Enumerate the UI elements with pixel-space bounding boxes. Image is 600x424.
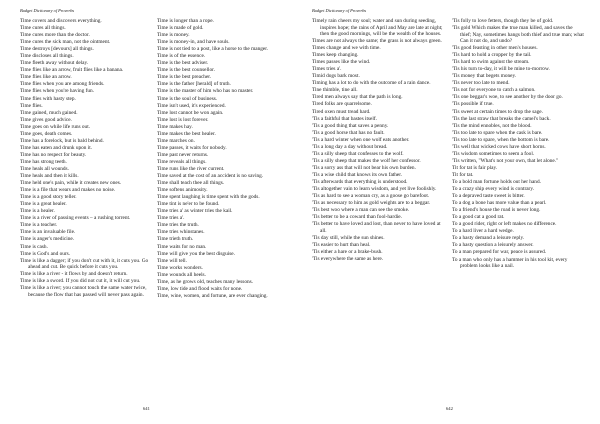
proverb-entry: Time past never returns.: [157, 151, 209, 158]
proverb-entry: Time fleeth away without delay.: [20, 60, 89, 67]
proverb-entry: 'Tis a good horse that has no fault.: [312, 129, 385, 136]
proverb-entry: 'Tis as hard to see a woman cry, as a goose go barefoot.: [312, 193, 430, 200]
proverb-entry: To a man prepared for war, peace is assured.: [452, 249, 547, 256]
proverb-entry: To a good cat a good rat.: [452, 214, 505, 221]
proverb-entry: 'Tis possible if true.: [452, 101, 494, 108]
proverb-entry: 'Tis hard to swim against the stream.: [452, 59, 530, 66]
proverb-entry: Time, low tide and flood waits for none.: [157, 285, 243, 292]
proverb-entry: Timid dogs bark most.: [312, 73, 360, 80]
proverb-entry: 'Tis either a hare or a brake-bush.: [312, 248, 383, 255]
proverb-entry: 'Tis easier to hurt than heal.: [312, 241, 371, 248]
proverb-entry: 'Tis a good thing that saves a penny.: [312, 122, 389, 129]
proverb-entry: Time is the father [herald] of truth.: [157, 81, 231, 88]
proverb-entry: Time cures more than the doctor.: [20, 32, 90, 39]
running-header: Budget Dictionary of Proverbs: [312, 8, 367, 13]
proverb-entry: 'Tis day still, while the sun shines.: [312, 234, 385, 241]
proverb-entry: Time is an invaluable file.: [20, 229, 76, 236]
proverb-entry: Times are not always the same; the grass is not always green.: [312, 38, 442, 45]
proverb-entry: 'Tis sweet at certain times to drop the sage.: [452, 108, 543, 115]
proverb-entry: 'Tis written, "What's not your own, that let alone.": [452, 157, 559, 164]
proverb-entry: Time will tell.: [157, 257, 187, 264]
proverb-entry: Time makes hay.: [157, 123, 193, 130]
proverb-entry: To a hasty question a leisurely answer.: [452, 242, 534, 249]
proverb-entry: 'Tis money that begets money.: [452, 73, 517, 80]
proverb-entry: 'Tis too late to spare, when the bottom is bare.: [452, 136, 550, 143]
proverb-entry: Times change and we with time.: [312, 45, 381, 52]
proverb-entry: 'Tis his turn to-day, it will be mine to-morrow.: [452, 66, 550, 73]
proverb-entry: Times tries a'.: [312, 66, 342, 73]
page-number: 642: [446, 406, 453, 411]
proverb-entry: To a friend's house the road is never long.: [452, 207, 541, 214]
proverb-entry: 'Tis a long day a day without bread.: [312, 143, 388, 150]
proverb-entry: Time lost is lost forever.: [157, 116, 209, 123]
proverb-entry: Time is a great healer.: [20, 201, 67, 208]
proverb-entry: 'Tis never too late to mend.: [452, 80, 510, 87]
proverb-entry: Time saved at the cost of an accident is no saving.: [157, 173, 264, 180]
proverb-entry: Time is not tied to a post, like a horse to the manger.: [157, 46, 269, 53]
entry-columns: [312, 18, 584, 270]
proverb-entry: Time is cash.: [20, 243, 48, 250]
proverb-entry: Time is the best preacher.: [157, 74, 212, 81]
proverb-entry: Time is made of gold.: [157, 25, 204, 32]
proverb-entry: 'Tis afterwards that everything is understood.: [312, 178, 408, 185]
proverb-entry: Time tries whinstanes.: [157, 229, 205, 236]
proverb-entry: Time is a file that wears and makes no noise.: [20, 187, 116, 194]
proverb-entry: Time is money.: [157, 32, 190, 39]
proverb-entry: To a hard liver a hard wedge.: [452, 228, 514, 235]
proverb-entry: 'Tis better to have loved and lost, than never to have loved at all.: [312, 221, 441, 234]
proverb-entry: Timing has a lot to do with the outcome of a rain dance.: [312, 80, 431, 87]
proverb-entry: Time goes on while life runs out.: [20, 123, 90, 130]
proverb-entry: Time is a teacher.: [20, 222, 58, 229]
proverb-entry: Time lost cannot be won again.: [157, 109, 224, 116]
proverb-entry: To a good rider, right or left makes no difference.: [452, 221, 557, 228]
proverb-entry: To a crazy ship every wind is contrary.: [452, 186, 534, 193]
proverb-entry: Time is anger's medicine.: [20, 236, 75, 243]
proverb-entry: Time is of the essence.: [157, 53, 206, 60]
proverb-entry: Time is the best counsellor.: [157, 67, 215, 74]
page-number: 641: [143, 406, 150, 411]
proverb-entry: 'Tis not for everyone to catch a salmon.: [452, 87, 536, 94]
proverb-entry: 'Tis everywhere the same as here.: [312, 255, 384, 262]
proverb-entry: 'Tis as necessary to him as gold weights are to a beggar.: [312, 200, 431, 207]
proverb-entry: Time flies like an arrow.: [20, 74, 72, 81]
proverb-entry: Time is God's and ours.: [20, 250, 71, 257]
proverb-entry: 'Tis a hard winter when one wolf eats another.: [312, 136, 410, 143]
proverb-entry: 'Tis best woo where a man can see the smoke.: [312, 207, 410, 214]
proverb-entry: 'Tis the last straw that breaks the camel's back.: [452, 115, 551, 122]
proverb-entry: Time is like a dagger; if you don't cut with it, it cuts you. Go ahead and cut. Be quick before it cuts you.: [20, 257, 149, 271]
proverb-entry: 'Tis the mind ennobles, not the blood.: [452, 122, 532, 129]
proverb-entry: Tired men always say that the path is long.: [312, 94, 403, 101]
proverb-entry: Time, as he grows old, teaches many lessons.: [157, 278, 254, 285]
proverb-entry: Time is a good story teller.: [20, 194, 77, 201]
proverb-entry: Tired oxen must tread hard.: [312, 108, 371, 115]
proverb-entry: Time is longer than a rope.: [157, 18, 214, 24]
proverb-entry: Time wounds all heels.: [157, 271, 206, 278]
proverb-entry: Time is a river of passing events – a rushing torrent.: [20, 215, 131, 222]
proverb-entry: 'Tis a wise child that knows its own father.: [312, 171, 403, 178]
proverb-entry: Time, wine, women, and fortune, are ever changing.: [157, 292, 268, 299]
proverb-entry: Time flies with hasty step.: [20, 95, 76, 102]
proverb-entry: Time destroys [devours] all things.: [20, 46, 94, 53]
proverb-entry: Time flies.: [20, 102, 43, 109]
proverb-entry: Timely rain cheers my soul; water and sun during seeding, inspires hope; the rains of April and May are late at night; then the good mornings, will be the wealth of the houses.: [312, 18, 443, 37]
proverb-entry: To a man who only has a hammer in his tool kit, every problem looks like a nail.: [452, 256, 568, 269]
proverb-entry: 'Tis a silly sheep that makes the wolf her confessor.: [312, 157, 421, 164]
proverb-entry: Time is like a river; you cannot touch the same water twice, because the flow that has passed will never pass again.: [20, 285, 147, 298]
proverb-entry: Time flies when you are among friends.: [20, 81, 105, 88]
proverb-entry: Time discloses all things.: [20, 53, 74, 60]
proverb-entry: Tired folks are quarrelsome.: [312, 101, 372, 108]
proverb-entry: Time spent laughing is time spent with the gods.: [157, 194, 260, 201]
proverb-entry: Time tint is ne'er to be found.: [157, 201, 220, 208]
proverb-entry: Times keep changing.: [312, 52, 359, 59]
proverb-entry: Tit for tat.: [452, 171, 474, 178]
left-page-column-2: [157, 18, 286, 300]
proverb-entry: To a dog a bone has more value than a pearl.: [452, 200, 547, 207]
proverb-entry: Time tries a' as winter tries the kail.: [157, 208, 233, 215]
proverb-entry: Time is the master of him who has no master.: [157, 88, 254, 95]
proverb-entry: Time covers and discovers everything.: [20, 18, 102, 24]
proverb-entry: Time is the best adviser.: [157, 60, 209, 67]
proverb-entry: Time gives good advice.: [20, 116, 72, 123]
proverb-entry: 'Tis gold Which makes the true man killed, and saves the thief; Nay, sometimes hangs both thief and true man; what Can it not do, and undo?: [452, 25, 584, 45]
proverb-entry: Time flies like an arrow, fruit flies like a banana.: [20, 67, 124, 74]
entry-columns: [20, 18, 286, 300]
proverb-entry: Tine thimble, tine all.: [312, 87, 358, 94]
proverb-entry: Time softens animosity.: [157, 187, 208, 194]
proverb-entry: Time is like a sword. If you did not cut it, it will cut you.: [20, 278, 141, 285]
proverb-entry: To a depraved taste sweet is bitter.: [452, 193, 525, 200]
running-header: Budget Dictionary of Proverbs: [20, 8, 75, 13]
proverb-entry: 'Tis a silly sheep that confesses to the wolf.: [312, 150, 404, 157]
proverb-entry: 'Tis a sorry ass that will not bear his own burden.: [312, 164, 416, 171]
proverb-entry: Time is a healer.: [20, 208, 55, 215]
proverb-entry: Time has a forelock, but is bald behind.: [20, 137, 104, 144]
proverb-entry: 'Tis one beggar's woe, to see another by the door go.: [452, 94, 563, 101]
proverb-entry: 'Tis better to be a coward than fool-hardie.: [312, 214, 402, 221]
proverb-entry: Time isn't used, it's experienced.: [157, 102, 226, 109]
proverb-entry: Time has strong teeth.: [20, 158, 67, 165]
proverb-entry: Time marches on.: [157, 137, 195, 144]
proverb-entry: Time works wonders.: [157, 264, 203, 271]
proverb-entry: 'Tis wisdom sometimes to seem a fool.: [452, 150, 535, 157]
proverb-entry: Time has no respect for beauty.: [20, 151, 87, 158]
proverb-entry: Time is the soul of business.: [157, 95, 218, 102]
proverb-entry: Time cures all things.: [20, 25, 66, 32]
proverb-entry: Time heals and then it kills.: [20, 173, 79, 180]
proverb-entry: Times passes like the wind.: [312, 59, 371, 66]
proverb-entry: Time makes the best healer.: [157, 130, 216, 137]
proverb-entry: Time gained, much gained.: [20, 109, 78, 116]
right-page-column-2: [452, 18, 584, 270]
proverb-entry: 'Tis altogether vain to learn wisdom, and yet live foolishly.: [312, 186, 437, 193]
proverb-entry: Time held one's pain, while it creates new ones.: [20, 180, 122, 187]
proverb-entry: Time has eaten and drunk upon it.: [20, 144, 93, 151]
proverb-entry: To a bold man fortune holds out her hand.: [452, 178, 541, 185]
proverb-entry: Time shall teach thee all things.: [157, 180, 225, 187]
left-page-column-1: [20, 18, 149, 300]
proverb-entry: Time flies when you're having fun.: [20, 88, 95, 95]
proverb-entry: Time goes, death comes.: [20, 130, 73, 137]
proverb-entry: Time cures the sick man, not the ointment.: [20, 39, 111, 46]
proverb-entry: Time tries a'.: [157, 215, 185, 222]
proverb-entry: Time will give you the best disguise.: [157, 250, 235, 257]
proverb-entry: 'Tis folly to love fetters, though they be of gold.: [452, 18, 554, 24]
proverb-entry: Time is money-in, and have souls.: [157, 39, 230, 46]
proverb-entry: To a hasty demand a leisure reply.: [452, 235, 525, 242]
proverb-entry: Time tries the truth.: [157, 222, 199, 229]
proverb-entry: 'Tis well that wicked cows have short horns.: [452, 143, 546, 150]
proverb-entry: Time heals all wounds.: [20, 165, 69, 172]
proverb-entry: 'Tis a faithful that bastes itself.: [312, 115, 377, 122]
proverb-entry: Time reveals all things.: [157, 158, 207, 165]
proverb-entry: Tit for tat is fair play.: [452, 164, 498, 171]
proverb-entry: Time runs like the river current.: [157, 165, 225, 172]
proverb-entry: Time trieth truth.: [157, 236, 194, 243]
proverb-entry: 'Tis hard to hold a cropper by the tail.: [452, 52, 532, 59]
proverb-entry: 'Tis too late to spare when the cask is bare.: [452, 129, 543, 136]
proverb-entry: Time is like a river - it flows by and doesn't return.: [20, 271, 128, 278]
right-page: [300, 0, 600, 424]
proverb-entry: Time passes, it waits for nobody.: [157, 144, 227, 151]
proverb-entry: 'Tis good feasting in other men's houses.: [452, 45, 538, 52]
proverb-entry: Time waits for no man.: [157, 243, 207, 250]
right-page-column-1: [312, 18, 444, 270]
